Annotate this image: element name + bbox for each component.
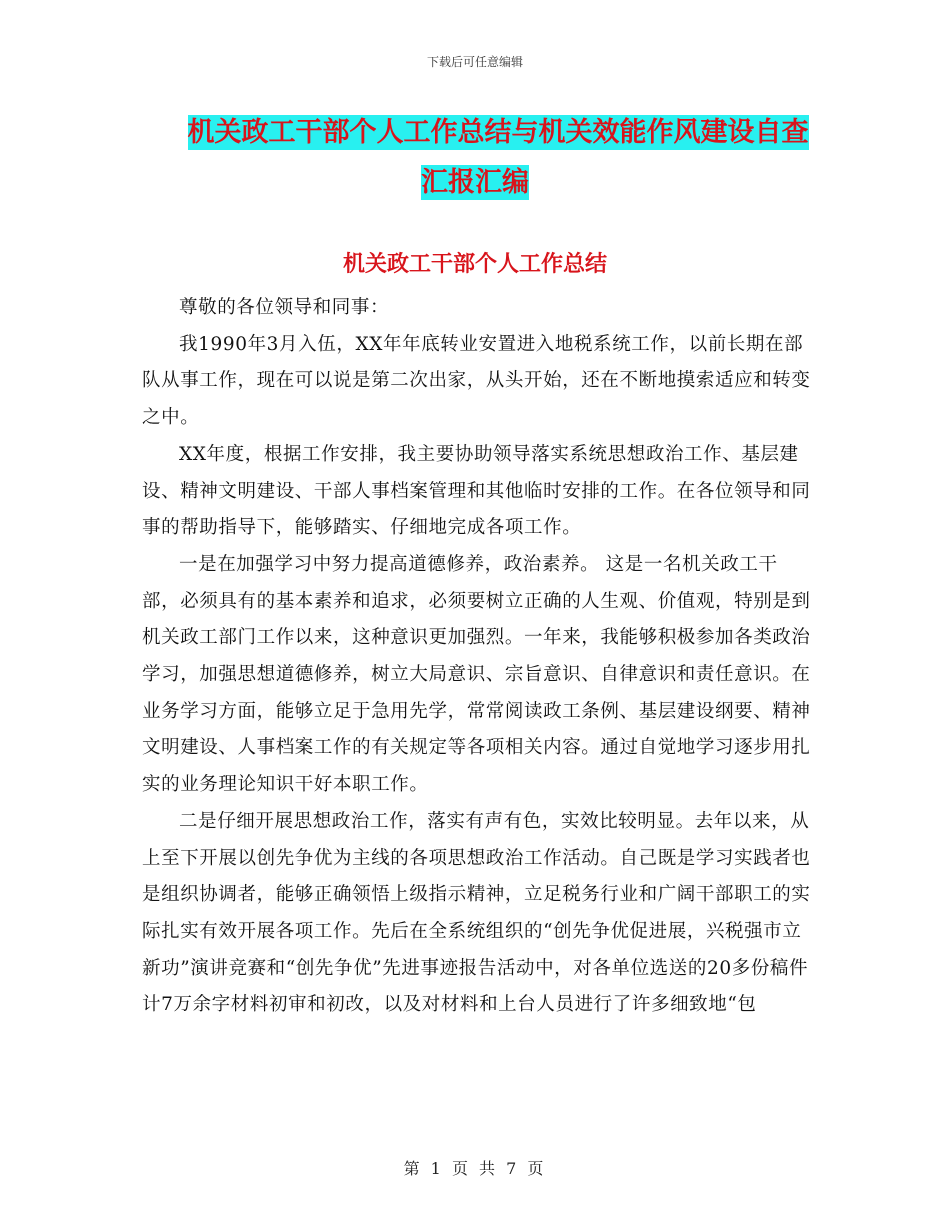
body-paragraph: 我1990年3月入伍，XX年年底转业安置进入地税系统工作，以前长期在部队从事工作，现在可以说是第二次出家，从头开始，还在不断地摸索适应和转变之中。 [142,333,811,429]
body-paragraph: XX年度，根据工作安排，我主要协助领导落实系统思想政治工作、基层建设、精神文明建设、干部人事档案管理和其他临时安排的工作。在各位领导和同事的帮助指导下，能够踏实、仔细地完成各项工作。 [142,443,811,539]
salutation-paragraph: 尊敬的各位领导和同事： [179,297,390,318]
body-paragraph: 一是在加强学习中努力提高道德修养，政治素养。 这是一名机关政工干部，必须具有的基本素养和追求，必须要树立正确的人生观、价值观，特别是到机关政工部门工作以来，这种意识更加强烈。一年来，我能够积极参加各类政治学习，加强思想道德修养，树立大局意识、宗旨意识、自律意识和责任意识。在业务学习方面，能够立足于急用先学，常常阅读政工条例、基层建设纲要、精神文明建设、人事档案工作的有关规定等各项相关内容。通过自觉地学习逐步用扎实的业务理论知识干好本职工作。 [142,553,811,796]
body-paragraph: 二是仔细开展思想政治工作，落实有声有色，实效比较明显。去年以来，从上至下开展以创先争优为主线的各项思想政治工作活动。自己既是学习实践者也是组织协调者，能够正确领悟上级指示精神，立足税务行业和广阔干部职工的实际扎实有效开展各项工作。先后在全系统组织的“创先争优促进展，兴税强市立新功”演讲竞赛和“创先争优”先进事迹报告活动中，对各单位选送的20多份稿件计7万余字材料初审和初改，以及对材料和上台人员进行了许多细致地“包 [142,810,811,1016]
header-note: 下载后可任意编辑 [426,55,523,69]
page-footer: 第 1 页 共 7 页 [403,1159,547,1178]
document-title [0,108,950,208]
document-title-line-2: 汇报汇编 [421,167,529,198]
section-title: 机关政工干部个人工作总结 [342,252,607,277]
document-body [142,290,812,1024]
document-title-line-1: 机关政工干部个人工作总结与机关效能作风建设自查 [187,117,809,148]
